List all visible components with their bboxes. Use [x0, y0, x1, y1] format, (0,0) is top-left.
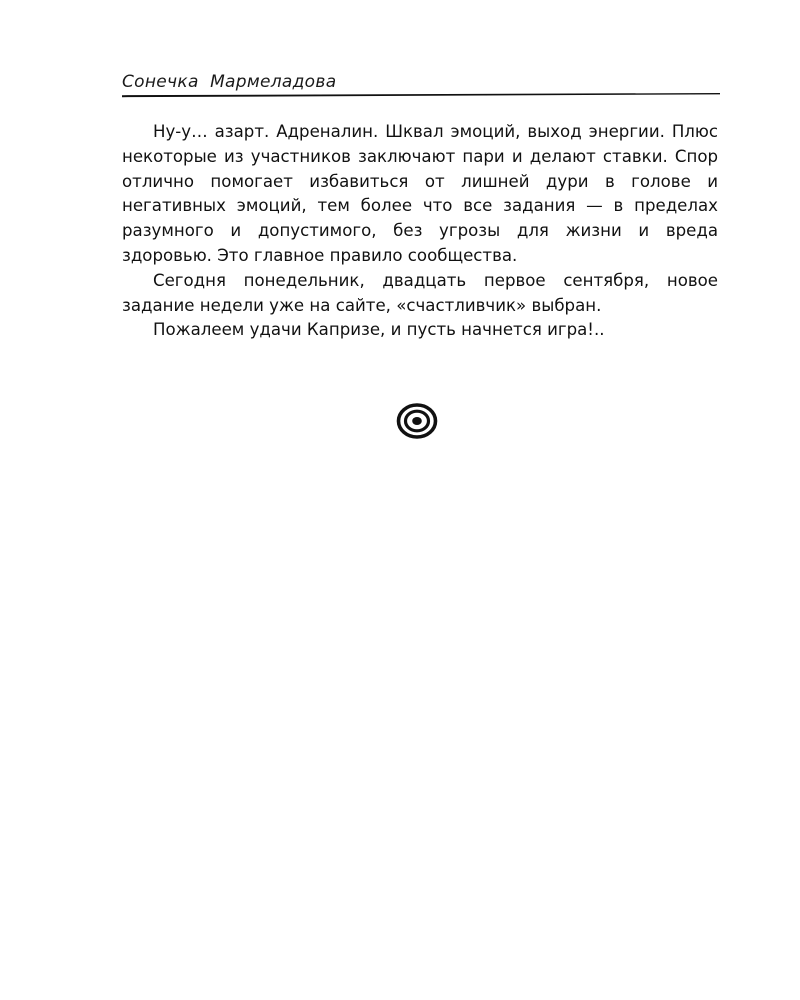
paragraph-3: Пожалеем удачи Капризе, и пусть начнется игра!.. [153, 320, 605, 340]
body-text [122, 120, 718, 343]
paragraph-1: Ну-у… азарт. Адреналин. Шквал эмоций, выход энергии. Плюс некоторые из участников заключают пари и делают ставки. Спор отлично помогает избавиться от лишней дури в голове и негативных эмоций, тем более что все задания — в пределах разумного и допустимого, без угрозы для жизни и вреда здоровью. Это главное правило сообщества. [122, 122, 718, 265]
paragraph-2: Сегодня понедельник, двадцать первое сентября, новое задание недели уже на сайте, «счастливчик» выбран. [122, 270, 718, 315]
running-title: Сонечка Мармеладова [122, 72, 337, 92]
concentric-circles-icon [396, 402, 438, 440]
header-rule [122, 93, 720, 99]
